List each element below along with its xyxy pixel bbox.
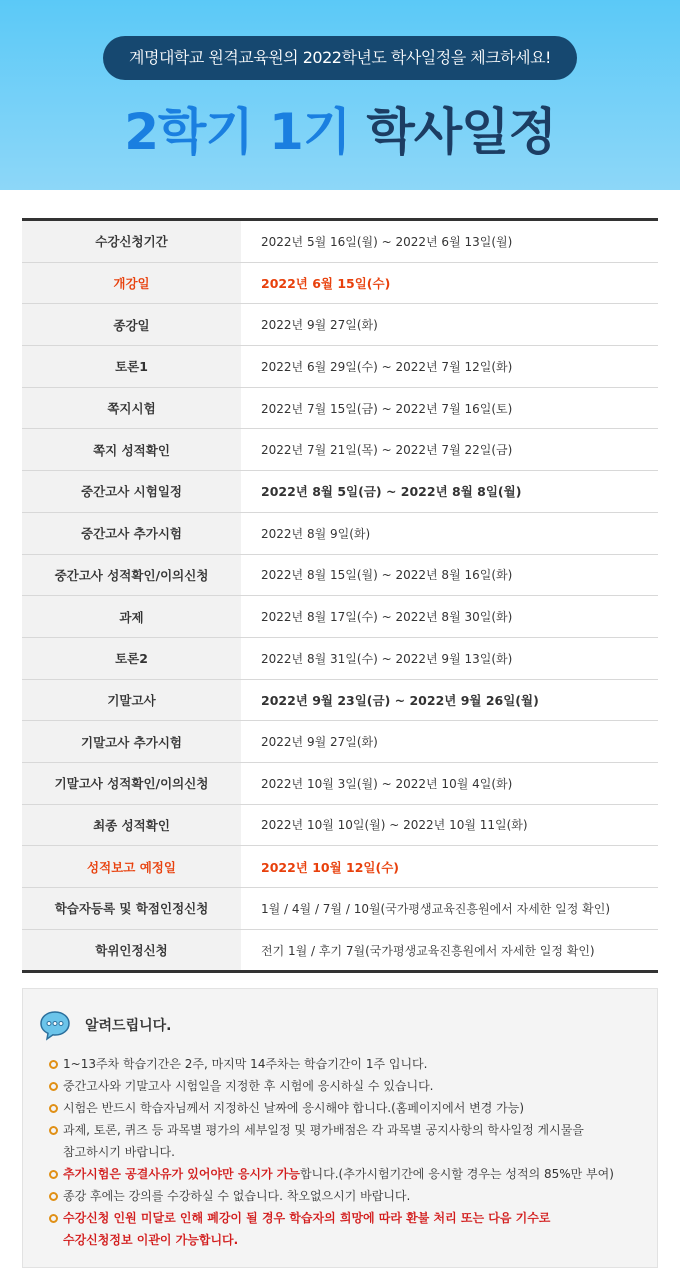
row-value: 2022년 6월 15일(수) [261, 276, 391, 292]
notice-text: 중간고사와 기말고사 시험일을 지정한 후 시험에 응시하실 수 있습니다. [63, 1079, 434, 1093]
notice-text: 합니다.(추가시험기간에 응시할 경우는 성적의 85%만 부여) [299, 1167, 614, 1181]
row-label: 토론2 [22, 638, 241, 679]
page-title [0, 92, 680, 164]
bullet-icon [49, 1060, 58, 1069]
row-value: 1월 / 4월 / 7월 / 10월(국가평생교육진흥원에서 자세한 일정 확인) [261, 901, 611, 916]
row-value: 2022년 6월 29일(수) ~ 2022년 7월 12일(화) [261, 359, 513, 374]
table-row [22, 346, 658, 388]
row-label: 수강신청기간 [22, 221, 241, 262]
row-label: 종강일 [22, 304, 241, 345]
table-row [22, 888, 658, 930]
table-row [22, 555, 658, 597]
row-label: 과제 [22, 596, 241, 637]
row-value: 2022년 9월 27일(화) [261, 735, 378, 750]
table-row [22, 680, 658, 722]
table-row [22, 638, 658, 680]
bullet-icon [49, 1126, 58, 1135]
notice-text: 시험은 반드시 학습자님께서 지정하신 날짜에 응시해야 합니다.(홈페이지에서 변경 가능) [63, 1101, 525, 1115]
list-item [49, 1097, 649, 1119]
table-row [22, 263, 658, 305]
list-item [49, 1163, 649, 1185]
notice-header [39, 1009, 171, 1041]
bullet-icon [49, 1214, 58, 1223]
list-item [49, 1075, 649, 1097]
list-item [49, 1053, 649, 1075]
notice-text: 1~13주차 학습기간은 2주, 마지막 14주차는 학습기간이 1주 입니다. [63, 1057, 428, 1071]
notice-text: 과제, 토론, 퀴즈 등 과목별 평가의 세부일정 및 평가배점은 각 과목별 공지사항의 학사일정 게시물을 [63, 1123, 584, 1137]
row-label: 기말고사 [22, 680, 241, 721]
row-label: 쪽지시험 [22, 388, 241, 429]
notice-highlight: 추가시험은 공결사유가 있어야만 응시가 가능 [63, 1167, 300, 1181]
table-row [22, 388, 658, 430]
row-label: 개강일 [22, 263, 241, 304]
row-label: 쪽지 성적확인 [22, 429, 241, 470]
notice-highlight: 수강신청 인원 미달로 인해 폐강이 될 경우 학습자의 희망에 따라 환불 처리 또는 다음 기수로 [63, 1211, 551, 1225]
row-value: 2022년 7월 21일(목) ~ 2022년 7월 22일(금) [261, 443, 513, 458]
row-label: 기말고사 추가시험 [22, 721, 241, 762]
notice-box [22, 988, 658, 1268]
table-row [22, 304, 658, 346]
row-label: 학위인정신청 [22, 930, 241, 971]
row-value: 전기 1월 / 후기 7월(국가평생교육진흥원에서 자세한 일정 확인) [261, 943, 595, 958]
row-value: 2022년 9월 23일(금) ~ 2022년 9월 26일(월) [261, 692, 539, 708]
table-row [22, 429, 658, 471]
bullet-icon [49, 1104, 58, 1113]
table-row [22, 846, 658, 888]
row-label: 중간고사 시험일정 [22, 471, 241, 512]
bullet-icon [49, 1170, 58, 1179]
row-value: 2022년 8월 9일(화) [261, 526, 371, 541]
table-row [22, 513, 658, 555]
row-value: 2022년 8월 31일(수) ~ 2022년 9월 13일(화) [261, 651, 513, 666]
table-row [22, 930, 658, 971]
row-value: 2022년 8월 17일(수) ~ 2022년 8월 30일(화) [261, 610, 513, 625]
row-label: 성적보고 예정일 [22, 846, 241, 887]
list-item [49, 1119, 649, 1163]
notice-text: 종강 후에는 강의를 수강하실 수 없습니다. 착오없으시기 바랍니다. [63, 1189, 411, 1203]
row-label: 기말고사 성적확인/이의신청 [22, 763, 241, 804]
row-value: 2022년 5월 16일(월) ~ 2022년 6월 13일(월) [261, 234, 513, 249]
row-label: 학습자등록 및 학점인정신청 [22, 888, 241, 929]
header-banner [0, 0, 680, 190]
speech-bubble-icon [39, 1009, 71, 1041]
notice-list [49, 1053, 649, 1251]
table-row [22, 596, 658, 638]
row-value: 2022년 10월 10일(월) ~ 2022년 10월 11일(화) [261, 818, 528, 833]
row-label: 최종 성적확인 [22, 805, 241, 846]
title-term: 2학기 1기 [124, 103, 351, 161]
table-row [22, 805, 658, 847]
table-row [22, 221, 658, 263]
bullet-icon [49, 1082, 58, 1091]
row-label: 토론1 [22, 346, 241, 387]
table-row [22, 721, 658, 763]
notice-title: 알려드립니다. [85, 1018, 172, 1034]
row-value: 2022년 9월 27일(화) [261, 318, 378, 333]
table-row [22, 763, 658, 805]
table-row [22, 471, 658, 513]
list-item [49, 1185, 649, 1207]
schedule-table [22, 218, 658, 973]
row-value: 2022년 8월 5일(금) ~ 2022년 8월 8일(월) [261, 484, 522, 500]
row-label: 중간고사 성적확인/이의신청 [22, 555, 241, 596]
bullet-icon [49, 1192, 58, 1201]
row-label: 중간고사 추가시험 [22, 513, 241, 554]
row-value: 2022년 10월 3일(월) ~ 2022년 10월 4일(화) [261, 776, 513, 791]
row-value: 2022년 8월 15일(월) ~ 2022년 8월 16일(화) [261, 568, 513, 583]
row-value: 2022년 7월 15일(금) ~ 2022년 7월 16일(토) [261, 401, 513, 416]
row-value: 2022년 10월 12일(수) [261, 859, 400, 875]
header-subtitle-pill: 계명대학교 원격교육원의 2022학년도 학사일정을 체크하세요! [103, 36, 577, 80]
notice-highlight: 수강신청정보 이관이 가능합니다. [63, 1233, 239, 1247]
list-item [49, 1207, 649, 1251]
title-text: 학사일정 [366, 103, 556, 161]
notice-text: 참고하시기 바랍니다. [63, 1145, 175, 1159]
